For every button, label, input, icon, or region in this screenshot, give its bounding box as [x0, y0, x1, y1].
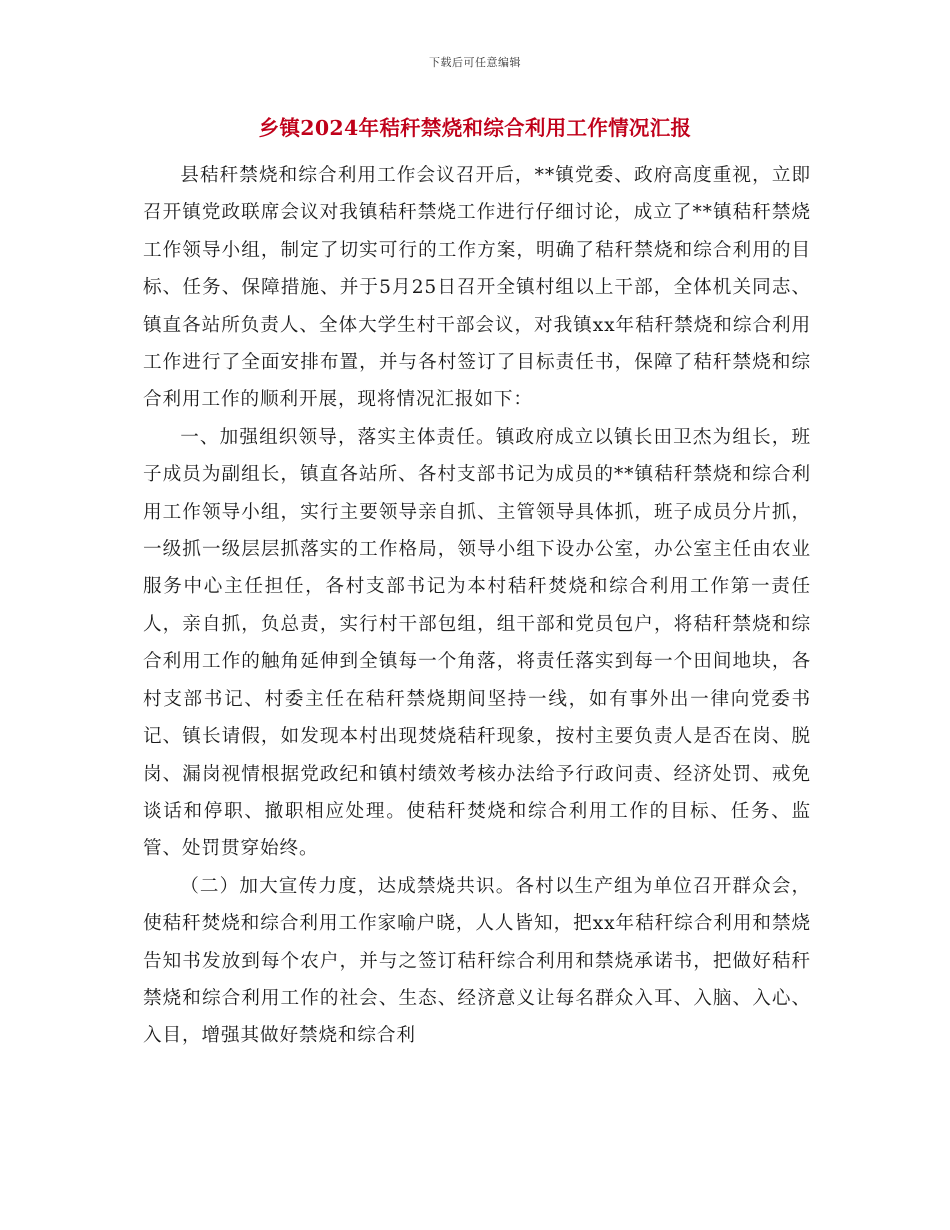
document-body: [143, 157, 811, 1055]
paragraph-intro: 县秸秆禁烧和综合利用工作会议召开后，**镇党委、政府高度重视，立即召开镇党政联席会议对我镇秸秆禁烧工作进行仔细讨论，成立了**镇秸秆禁烧工作领导小组，制定了切实可行的工作方案，明确了秸秆禁烧和综合利用的目标、任务、保障措施、并于5月25日召开全镇村组以上干部，全体机关同志、镇直各站所负责人、全体大学生村干部会议，对我镇xx年秸秆禁烧和综合利用工作进行了全面安排布置，并与各村签订了目标责任书，保障了秸秆禁烧和综合利用工作的顺利开展，现将情况汇报如下：: [143, 165, 811, 411]
paragraph-section-2: （二）加大宣传力度，达成禁烧共识。各村以生产组为单位召开群众会，使秸秆焚烧和综合利用工作家喻户晓，人人皆知，把xx年秸秆综合利用和禁烧告知书发放到每个农户，并与之签订秸秆综合利用和禁烧承诺书，把做好秸秆禁烧和综合利用工作的社会、生态、经济意义让每名群众入耳、入脑、入心、入目，增强其做好禁烧和综合利: [143, 875, 811, 1047]
document-title: 乡镇2024年秸秆禁烧和综合利用工作情况汇报: [258, 116, 692, 140]
paragraph-section-1: 一、加强组织领导，落实主体责任。镇政府成立以镇长田卫杰为组长，班子成员为副组长，镇直各站所、各村支部书记为成员的**镇秸秆禁烧和综合利用工作领导小组，实行主要领导亲自抓、主管领导具体抓，班子成员分片抓，一级抓一级层层抓落实的工作格局，领导小组下设办公室，办公室主任由农业服务中心主任担任，各村支部书记为本村秸秆焚烧和综合利用工作第一责任人，亲自抓，负总责，实行村干部包组，组干部和党员包户，将秸秆禁烧和综合利用工作的触角延伸到全镇每一个角落，将责任落实到每一个田间地块，各村支部书记、村委主任在秸秆禁烧期间坚持一线，如有事外出一律向党委书记、镇长请假，如发现本村出现焚烧秸秆现象，按村主要负责人是否在岗、脱岗、漏岗视情根据党政纪和镇村绩效考核办法给予行政问责、经济处罚、戒免谈话和停职、撤职相应处理。使秸秆焚烧和综合利用工作的目标、任务、监管、处罚贯穿始终。: [143, 426, 811, 860]
header-note: 下载后可任意编辑: [429, 56, 521, 69]
